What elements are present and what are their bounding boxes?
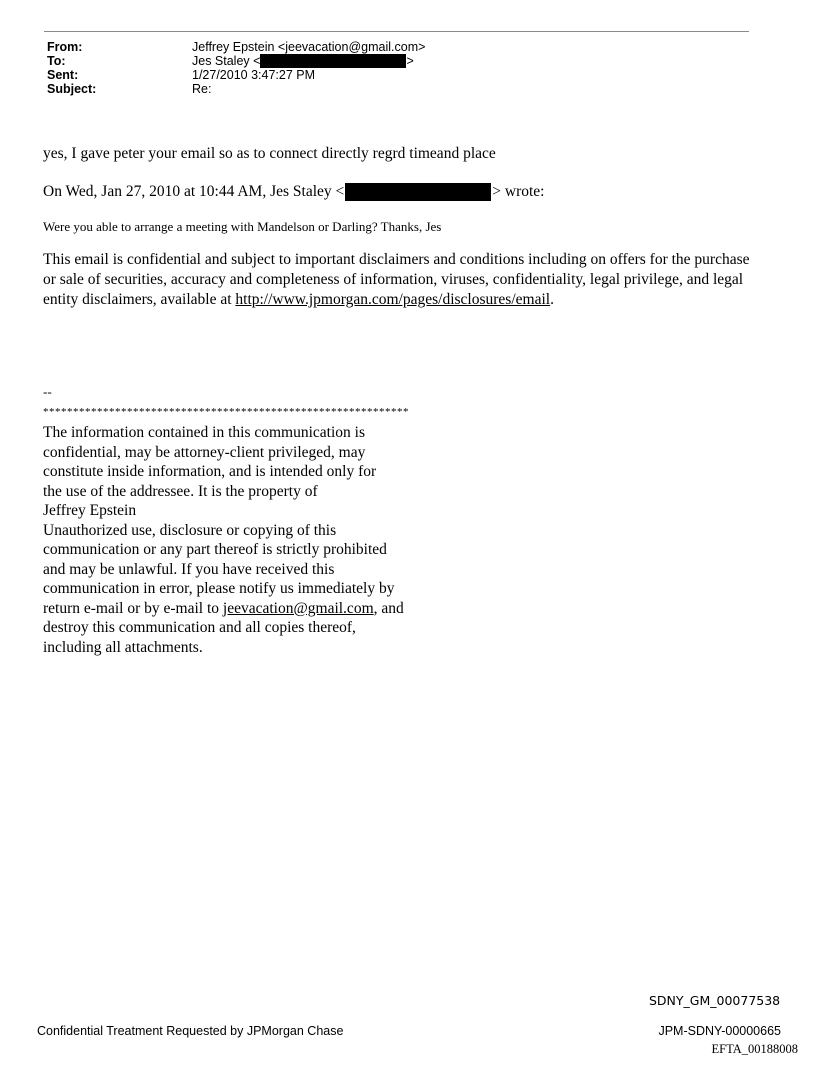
notice-line: communication or any part thereof is strictly prohibited bbox=[43, 541, 387, 558]
notice-line: confidential, may be attorney-client privileged, may bbox=[43, 443, 366, 461]
quote-suffix: > wrote: bbox=[492, 183, 545, 200]
notice-line: the use of the addressee. It is the property of bbox=[43, 482, 318, 500]
bates-number-jpm: JPM-SDNY-00000665 bbox=[658, 1024, 781, 1038]
disclaimer-line: This email is confidential and subject to important disclaimers and conditions including on offers for the purchase bbox=[43, 251, 750, 268]
bates-number-sdny-gm: SDNY_GM_00077538 bbox=[649, 993, 781, 1008]
signature-stars: ************************************************************* bbox=[43, 406, 409, 418]
to-label: To: bbox=[47, 54, 66, 68]
from-value: Jeffrey Epstein <jeevacation@gmail.com> bbox=[192, 40, 426, 54]
header-divider bbox=[44, 31, 749, 32]
notice-line: destroy this communication and all copies thereof, bbox=[43, 619, 356, 636]
quote-prefix: On Wed, Jan 27, 2010 at 10:44 AM, Jes Staley < bbox=[43, 183, 345, 200]
notice-line bbox=[43, 599, 404, 619]
notice-line: communication in error, please notify us immediately by bbox=[43, 580, 395, 597]
subject-value: Re: bbox=[192, 82, 212, 96]
subject-label: Subject: bbox=[47, 82, 97, 96]
to-suffix: > bbox=[406, 54, 414, 68]
notice-line: including all attachments. bbox=[43, 638, 203, 656]
to-value bbox=[192, 54, 414, 68]
sent-value: 1/27/2010 3:47:27 PM bbox=[192, 68, 316, 82]
redaction-box bbox=[260, 54, 406, 68]
disclaimer-block bbox=[43, 250, 750, 310]
disclaimer-last-suffix: . bbox=[550, 291, 554, 308]
email-line-prefix: return e-mail or by e-mail to bbox=[43, 599, 223, 617]
to-prefix: Jes Staley < bbox=[192, 54, 261, 68]
email-line-suffix: , and bbox=[373, 599, 404, 617]
reply-text: yes, I gave peter your email so as to connect directly regrd timeand place bbox=[43, 145, 496, 162]
quoted-message: Were you able to arrange a meeting with Mandelson or Darling? Thanks, Jes bbox=[43, 219, 442, 234]
notice-line: and may be unlawful. If you have received this bbox=[43, 560, 335, 578]
notice-line: Jeffrey Epstein bbox=[43, 502, 137, 519]
notice-line: Unauthorized use, disclosure or copying of this bbox=[43, 521, 337, 539]
confidential-treatment-notice: Confidential Treatment Requested by JPMorgan Chase bbox=[37, 1024, 344, 1038]
sent-label: Sent: bbox=[47, 68, 79, 82]
signature-dashes: -- bbox=[43, 384, 52, 399]
notice-line: The information contained in this communication is bbox=[43, 424, 365, 441]
notice-line: constitute inside information, and is intended only for bbox=[43, 463, 377, 480]
disclaimer-last-prefix: entity disclaimers, available at bbox=[43, 291, 236, 308]
disclaimer-line: or sale of securities, accuracy and completeness of information, viruses, confidentiality, legal privilege, and legal bbox=[43, 271, 744, 288]
disclaimer-line bbox=[43, 290, 750, 310]
confidentiality-notice bbox=[43, 423, 404, 657]
from-label: From: bbox=[47, 40, 83, 54]
redaction-box bbox=[345, 183, 491, 201]
bates-number-efta: EFTA_00188008 bbox=[711, 1042, 798, 1056]
quote-attribution bbox=[43, 182, 544, 202]
disclosures-link[interactable]: http://www.jpmorgan.com/pages/disclosures/email bbox=[235, 291, 551, 308]
email-link[interactable]: jeevacation@gmail.com bbox=[222, 599, 374, 617]
